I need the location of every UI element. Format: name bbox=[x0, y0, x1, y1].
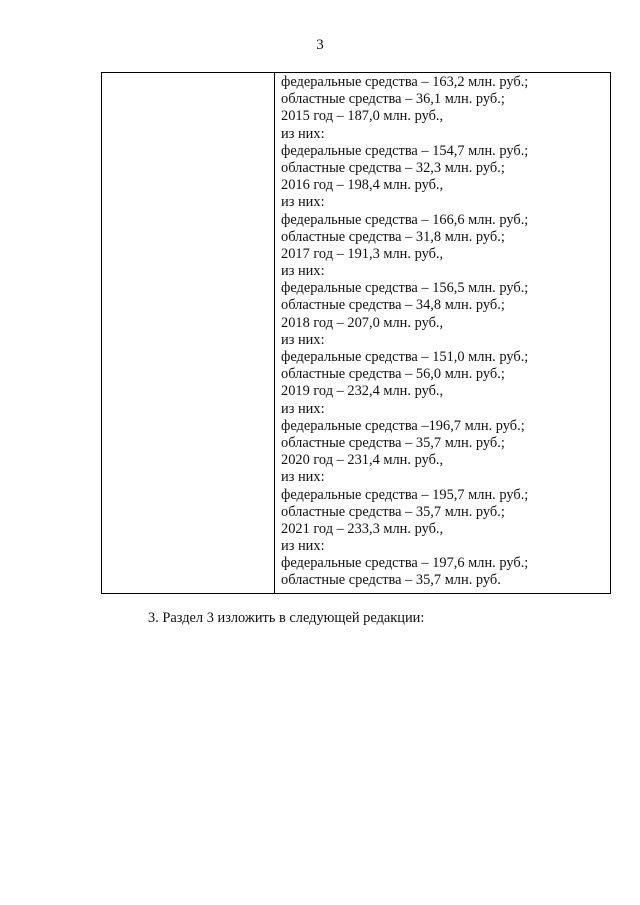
funding-table bbox=[101, 72, 611, 594]
table-line: из них: bbox=[281, 469, 325, 486]
table-line: областные средства – 34,8 млн. руб.; bbox=[281, 297, 505, 314]
table-line: из них: bbox=[281, 538, 325, 555]
table-line: 2018 год – 207,0 млн. руб., bbox=[281, 314, 444, 331]
table-line: областные средства – 35,7 млн. руб.; bbox=[281, 503, 505, 520]
table-line: из них: bbox=[281, 125, 325, 142]
table-line: 2016 год – 198,4 млн. руб., bbox=[281, 177, 444, 194]
table-line: федеральные средства – 156,5 млн. руб.; bbox=[281, 280, 529, 297]
table-line: 2020 год – 231,4 млн. руб., bbox=[281, 452, 444, 469]
table-line: федеральные средства – 151,0 млн. руб.; bbox=[281, 349, 529, 365]
table-line: федеральные средства – 197,6 млн. руб.; bbox=[281, 555, 529, 572]
table-line: областные средства – 31,8 млн. руб.; bbox=[281, 228, 505, 245]
table-line: областные средства – 36,1 млн. руб.; bbox=[281, 91, 505, 108]
table-left-cell bbox=[102, 73, 275, 593]
table-line: 2017 год – 191,3 млн. руб., bbox=[281, 245, 444, 262]
table-line: областные средства – 32,3 млн. руб.; bbox=[281, 159, 505, 176]
table-line: областные средства – 35,7 млн. руб.; bbox=[281, 434, 505, 451]
table-line: из них: bbox=[281, 194, 325, 211]
table-line: 2015 год – 187,0 млн. руб., bbox=[281, 108, 444, 125]
section-paragraph: 3. Раздел 3 изложить в следующей редакции: bbox=[148, 610, 425, 626]
table-line: федеральные средства – 195,7 млн. руб.; bbox=[281, 486, 529, 503]
table-line: из них: bbox=[281, 263, 325, 280]
table-line: федеральные средства –196,7 млн. руб.; bbox=[281, 417, 525, 434]
table-line: федеральные средства – 166,6 млн. руб.; bbox=[281, 211, 529, 228]
table-line: областные средства – 56,0 млн. руб.; bbox=[281, 366, 505, 383]
table-line: из них: bbox=[281, 331, 325, 348]
table-line: из них: bbox=[281, 400, 325, 417]
table-line: 2019 год – 232,4 млн. руб., bbox=[281, 383, 444, 400]
table-line: федеральные средства – 154,7 млн. руб.; bbox=[281, 142, 529, 159]
page-number: 3 bbox=[316, 37, 324, 53]
table-line: 2021 год – 233,3 млн. руб., bbox=[281, 520, 444, 537]
table-right-cell bbox=[275, 73, 610, 593]
table-line: федеральные средства – 163,2 млн. руб.; bbox=[281, 74, 529, 90]
table-line: областные средства – 35,7 млн. руб. bbox=[281, 572, 501, 589]
